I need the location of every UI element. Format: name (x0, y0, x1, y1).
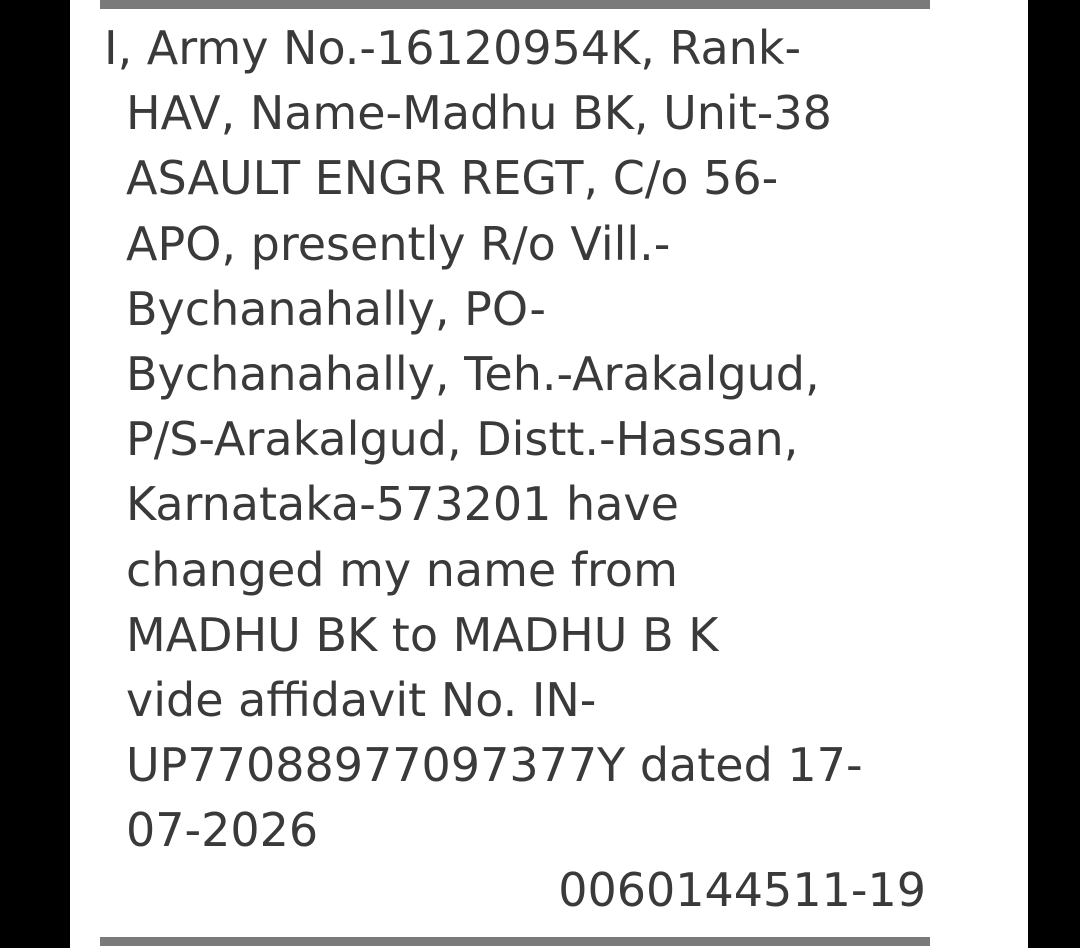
top-divider (100, 0, 930, 9)
bottom-divider (100, 937, 930, 946)
notice-line: vide affidavit No. IN- (126, 672, 597, 727)
notice-line: I, Army No.-16120954K, Rank- (104, 21, 802, 75)
notice-line: Karnataka-573201 have (126, 477, 679, 532)
notice-line: APO, presently R/o Vill.- (126, 216, 671, 271)
notice-line: Bychanahally, Teh.-Arakalgud, (126, 346, 820, 401)
name-change-notice (104, 16, 934, 863)
notice-line: changed my name from (126, 542, 678, 597)
notice-line: 07-2026 (126, 803, 319, 858)
notice-line: Bychanahally, PO- (126, 281, 546, 336)
notice-line: MADHU BK to MADHU B K (126, 607, 719, 662)
notice-line: ASAULT ENGR REGT, C/o 56- (126, 151, 779, 206)
notice-card (70, 0, 1028, 948)
reference-number: 0060144511-19 (558, 863, 926, 917)
notice-line: HAV, Name-Madhu BK, Unit-38 (126, 86, 832, 141)
notice-line: UP77088977097377Y dated 17- (126, 738, 863, 793)
notice-line: P/S-Arakalgud, Distt.-Hassan, (126, 412, 799, 467)
